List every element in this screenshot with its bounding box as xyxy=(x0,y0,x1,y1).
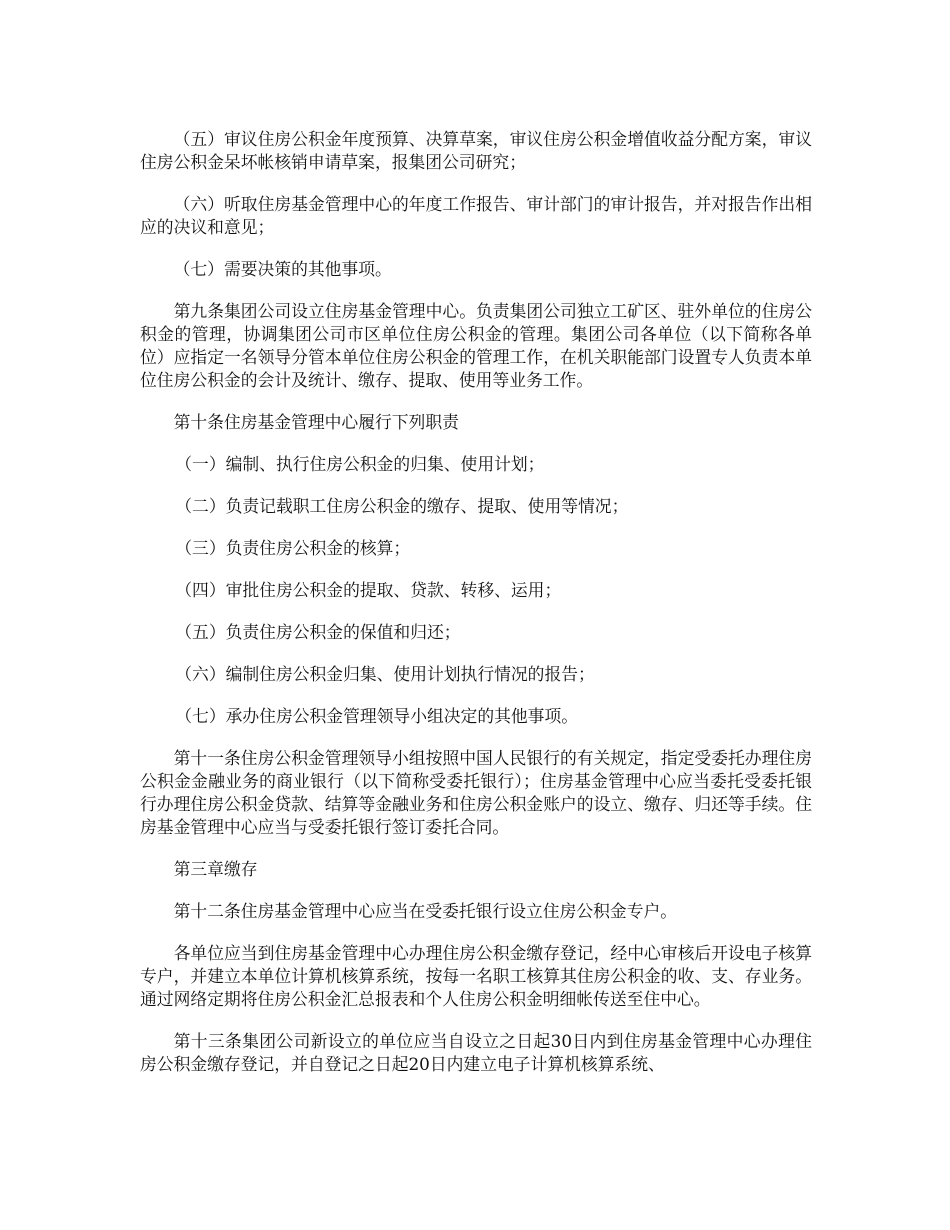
paragraph-article-9: 第九条集团公司设立住房基金管理中心。负责集团公司独立工矿区、驻外单位的住房公积金的管理，协调集团公司市区单位住房公积金的管理。集团公司各单位（以下简称各单位）应指定一名领导分管本单位住房公积金的管理工作，在机关职能部门设置专人负责本单位住房公积金的会计及统计、缴存、提取、使用等业务工作。 xyxy=(140,301,812,390)
list-item-duty-7: （七）承办住房公积金管理领导小组决定的其他事项。 xyxy=(175,706,579,726)
paragraph-article-11: 第十一条住房公积金管理领导小组按照中国人民银行的有关规定，指定受委托办理住房公积金金融业务的商业银行（以下简称受委托银行）；住房基金管理中心应当委托受委托银行办理住房公积金贷款、结算等金融业务和住房公积金账户的设立、缴存、归还等手续。住房基金管理中心应当与受委托银行签订委托合同。 xyxy=(140,748,812,837)
paragraph-article-12-registration: 各单位应当到住房基金管理中心办理住房公积金缴存登记，经中心审核后开设电子核算专户，并建立本单位计算机核算系统，按每一名职工核算其住房公积金的收、支、存业务。通过网络定期将住房公积金汇总报表和个人住房公积金明细帐传送至住中心。 xyxy=(140,943,812,1009)
list-item-duty-6: （六）编制住房公积金归集、使用计划执行情况的报告； xyxy=(175,664,595,684)
paragraph-item-7-other-matters: （七）需要决策的其他事项。 xyxy=(173,259,392,279)
list-item-duty-3: （三）负责住房公积金的核算； xyxy=(175,538,411,558)
list-item-duty-2: （二）负责记载职工住房公积金的缴存、提取、使用等情况； xyxy=(175,496,629,516)
paragraph-item-5-budget: （五）审议住房公积金年度预算、决算草案，审议住房公积金增值收益分配方案，审议住房公积金呆坏帐核销申请草案，报集团公司研究； xyxy=(140,129,812,172)
paragraph-article-12: 第十二条住房基金管理中心应当在受委托银行设立住房公积金专户。 xyxy=(173,901,678,921)
paragraph-article-13: 第十三条集团公司新设立的单位应当自设立之日起30日内到住房基金管理中心办理住房公积金缴存登记，并自登记之日起20日内建立电子计算机核算系统、 xyxy=(140,1031,812,1074)
document-page xyxy=(140,128,812,1095)
chapter-heading-3: 第三章缴存 xyxy=(173,859,258,879)
paragraph-article-10-heading: 第十条住房基金管理中心履行下列职责 xyxy=(173,412,459,432)
paragraph-item-6-reports: （六）听取住房基金管理中心的年度工作报告、审计部门的审计报告，并对报告作出相应的决议和意见； xyxy=(140,194,812,237)
list-item-duty-4: （四）审批住房公积金的提取、贷款、转移、运用； xyxy=(175,580,562,600)
list-item-duty-1: （一）编制、执行住房公积金的归集、使用计划； xyxy=(175,454,545,474)
list-item-duty-5: （五）负责住房公积金的保值和归还； xyxy=(175,622,461,642)
